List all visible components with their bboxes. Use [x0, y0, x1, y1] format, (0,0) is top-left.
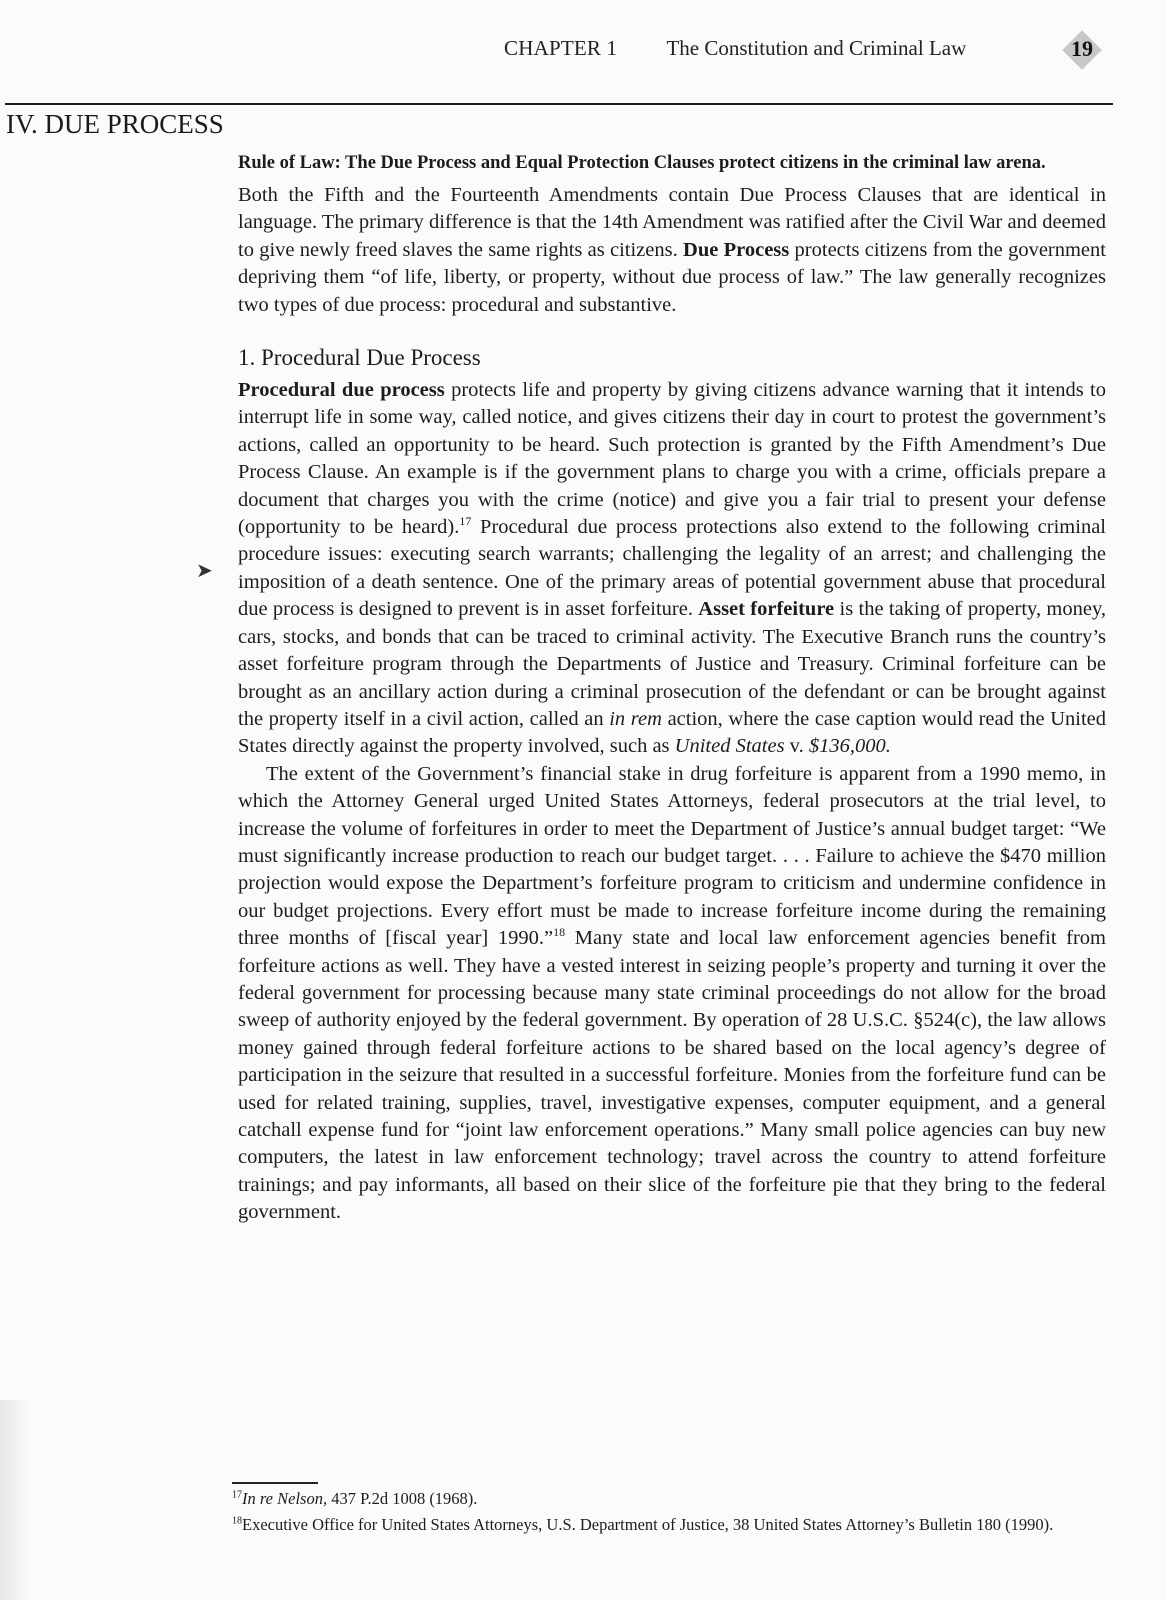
text: Both the Fifth and the Fourteenth Amendments contain Due Process Clauses that are identical in language. The primary difference is that the 14th Amendment was ratified after the Civil War and deemed to give newly freed slaves the same rights as citizens. [238, 184, 1106, 261]
footnote-text: 437 P.2d 1008 (1968). [327, 1489, 478, 1508]
footnote-text: Executive Office for United States Attorneys, U.S. Department of Justice, 38 United States Attorney’s Bulletin 180 (1990). [242, 1515, 1054, 1534]
running-head [504, 36, 966, 61]
case-name: United States [674, 735, 785, 758]
text: protects life and property by giving citizens advance warning that it intends to interrupt life in some way, called notice, and gives citizens their day in court to protest the government’s actions, called an opportunity to be heard. Such protection is granted by the Fifth Amendment’s Due Process Clause. An example is if the government plans to charge you with a crime, officials prepare a document that charges you with the crime (notice) and give you a fair trial to present your defense (opportunity to be heard). [238, 379, 1106, 539]
footnote-18 [232, 1514, 1112, 1536]
header-divider [5, 103, 1113, 105]
footnote-number: 17 [232, 1489, 242, 1501]
subsection-heading: 1. Procedural Due Process [238, 345, 481, 371]
page-number-badge [1062, 30, 1102, 70]
main-content [238, 150, 1106, 1227]
bold-term: Due Process [683, 238, 790, 261]
margin-arrow-icon: ➤ [196, 560, 213, 582]
footnotes [232, 1488, 1112, 1540]
rule-of-law: Rule of Law: The Due Process and Equal Protection Clauses protect citizens in the criminal law arena. [238, 153, 1046, 173]
text: Many state and local law enforcement agencies benefit from forfeiture actions as well. They have a vested interest in seizing people’s property and turning it over the federal government for processing because many state criminal proceedings do not allow for the broad sweep of authority enjoyed by the federal government. By operation of 28 U.S.C. §524(c), the law allows money gained through federal forfeiture actions to be shared based on the local agency’s degree of participation in the seizure that resulted in a successful forfeiture. Monies from the forfeiture fund can be used for related training, supplies, travel, investigative expenses, computer equipment, and a general catchall expense fund for “joint law enforcement operations.” Many small police agencies can buy new computers, the latest in law enforcement technology; travel across the country to attend forfeiture trainings; and pay informants, all based on their slice of the forfeiture pie that they bring to the federal government. [238, 927, 1107, 1224]
page-number: 19 [1071, 36, 1093, 61]
footnote-ref-17[interactable]: 17 [459, 514, 472, 529]
text: protects citizens from the government depriving them “of life, liberty, or property, without due process of law.” The law generally recognizes two types of due process: procedural and substantive. [238, 238, 1106, 316]
text: The extent of the Government’s financial stake in drug forfeiture is apparent from a 1990 memo, in which the Attorney General urged United States Attorneys, federal prosecutors at the trial level, to increase the volume of forfeitures in order to meet the Department of Justice’s annual budget target: “We must significantly increase production to reach our budget target. . . . Failure to achieve the $470 million projection would expose the Department’s forfeiture program to criticism and undermine confidence in our budget projections. Every effort must be made to increase forfeiture income during the remaining three months of [fiscal year] 1990.” [238, 762, 1106, 950]
case-name: $136,000. [808, 735, 891, 758]
section-heading: IV. DUE PROCESS [6, 109, 224, 139]
text: is the taking of property, money, cars, stocks, and bonds that can be traced to criminal activity. The Executive Branch runs the country’s asset forfeiture program through the Departments of Justice and Treasury. Criminal forfeiture can be brought as an ancillary action during a criminal prosecution of the defendant or can be brought against the property itself in a civil action, called an [238, 598, 1106, 730]
footnote-number: 18 [232, 1515, 242, 1527]
paragraph-procedural [238, 377, 1106, 761]
bold-term: Procedural due process [238, 379, 445, 402]
chapter-label: CHAPTER 1 [504, 36, 618, 60]
footnote-17 [232, 1488, 1112, 1510]
text: v. [784, 735, 809, 758]
intro-paragraph [238, 182, 1106, 319]
bold-term: Asset forfeiture [698, 598, 835, 621]
footnote-divider [232, 1482, 318, 1484]
text: Procedural due process protections also extend to the following criminal procedure issues: executing search warrants; challenging the legality of an arrest; and challenging the imposition of a death sentence. One of the primary areas of potential government abuse that procedural due process is designed to prevent is in asset forfeiture. [238, 516, 1106, 621]
footnote-ref-18[interactable]: 18 [553, 925, 566, 940]
case-name: In re Nelson, [242, 1489, 328, 1508]
paragraph-forfeiture [238, 761, 1106, 1227]
chapter-title: The Constitution and Criminal Law [666, 36, 967, 60]
text: action, where the case caption would read the United States directly against the property involved, such as [238, 707, 1106, 758]
scan-shadow [0, 1400, 28, 1600]
italic-term: in rem [609, 707, 662, 730]
